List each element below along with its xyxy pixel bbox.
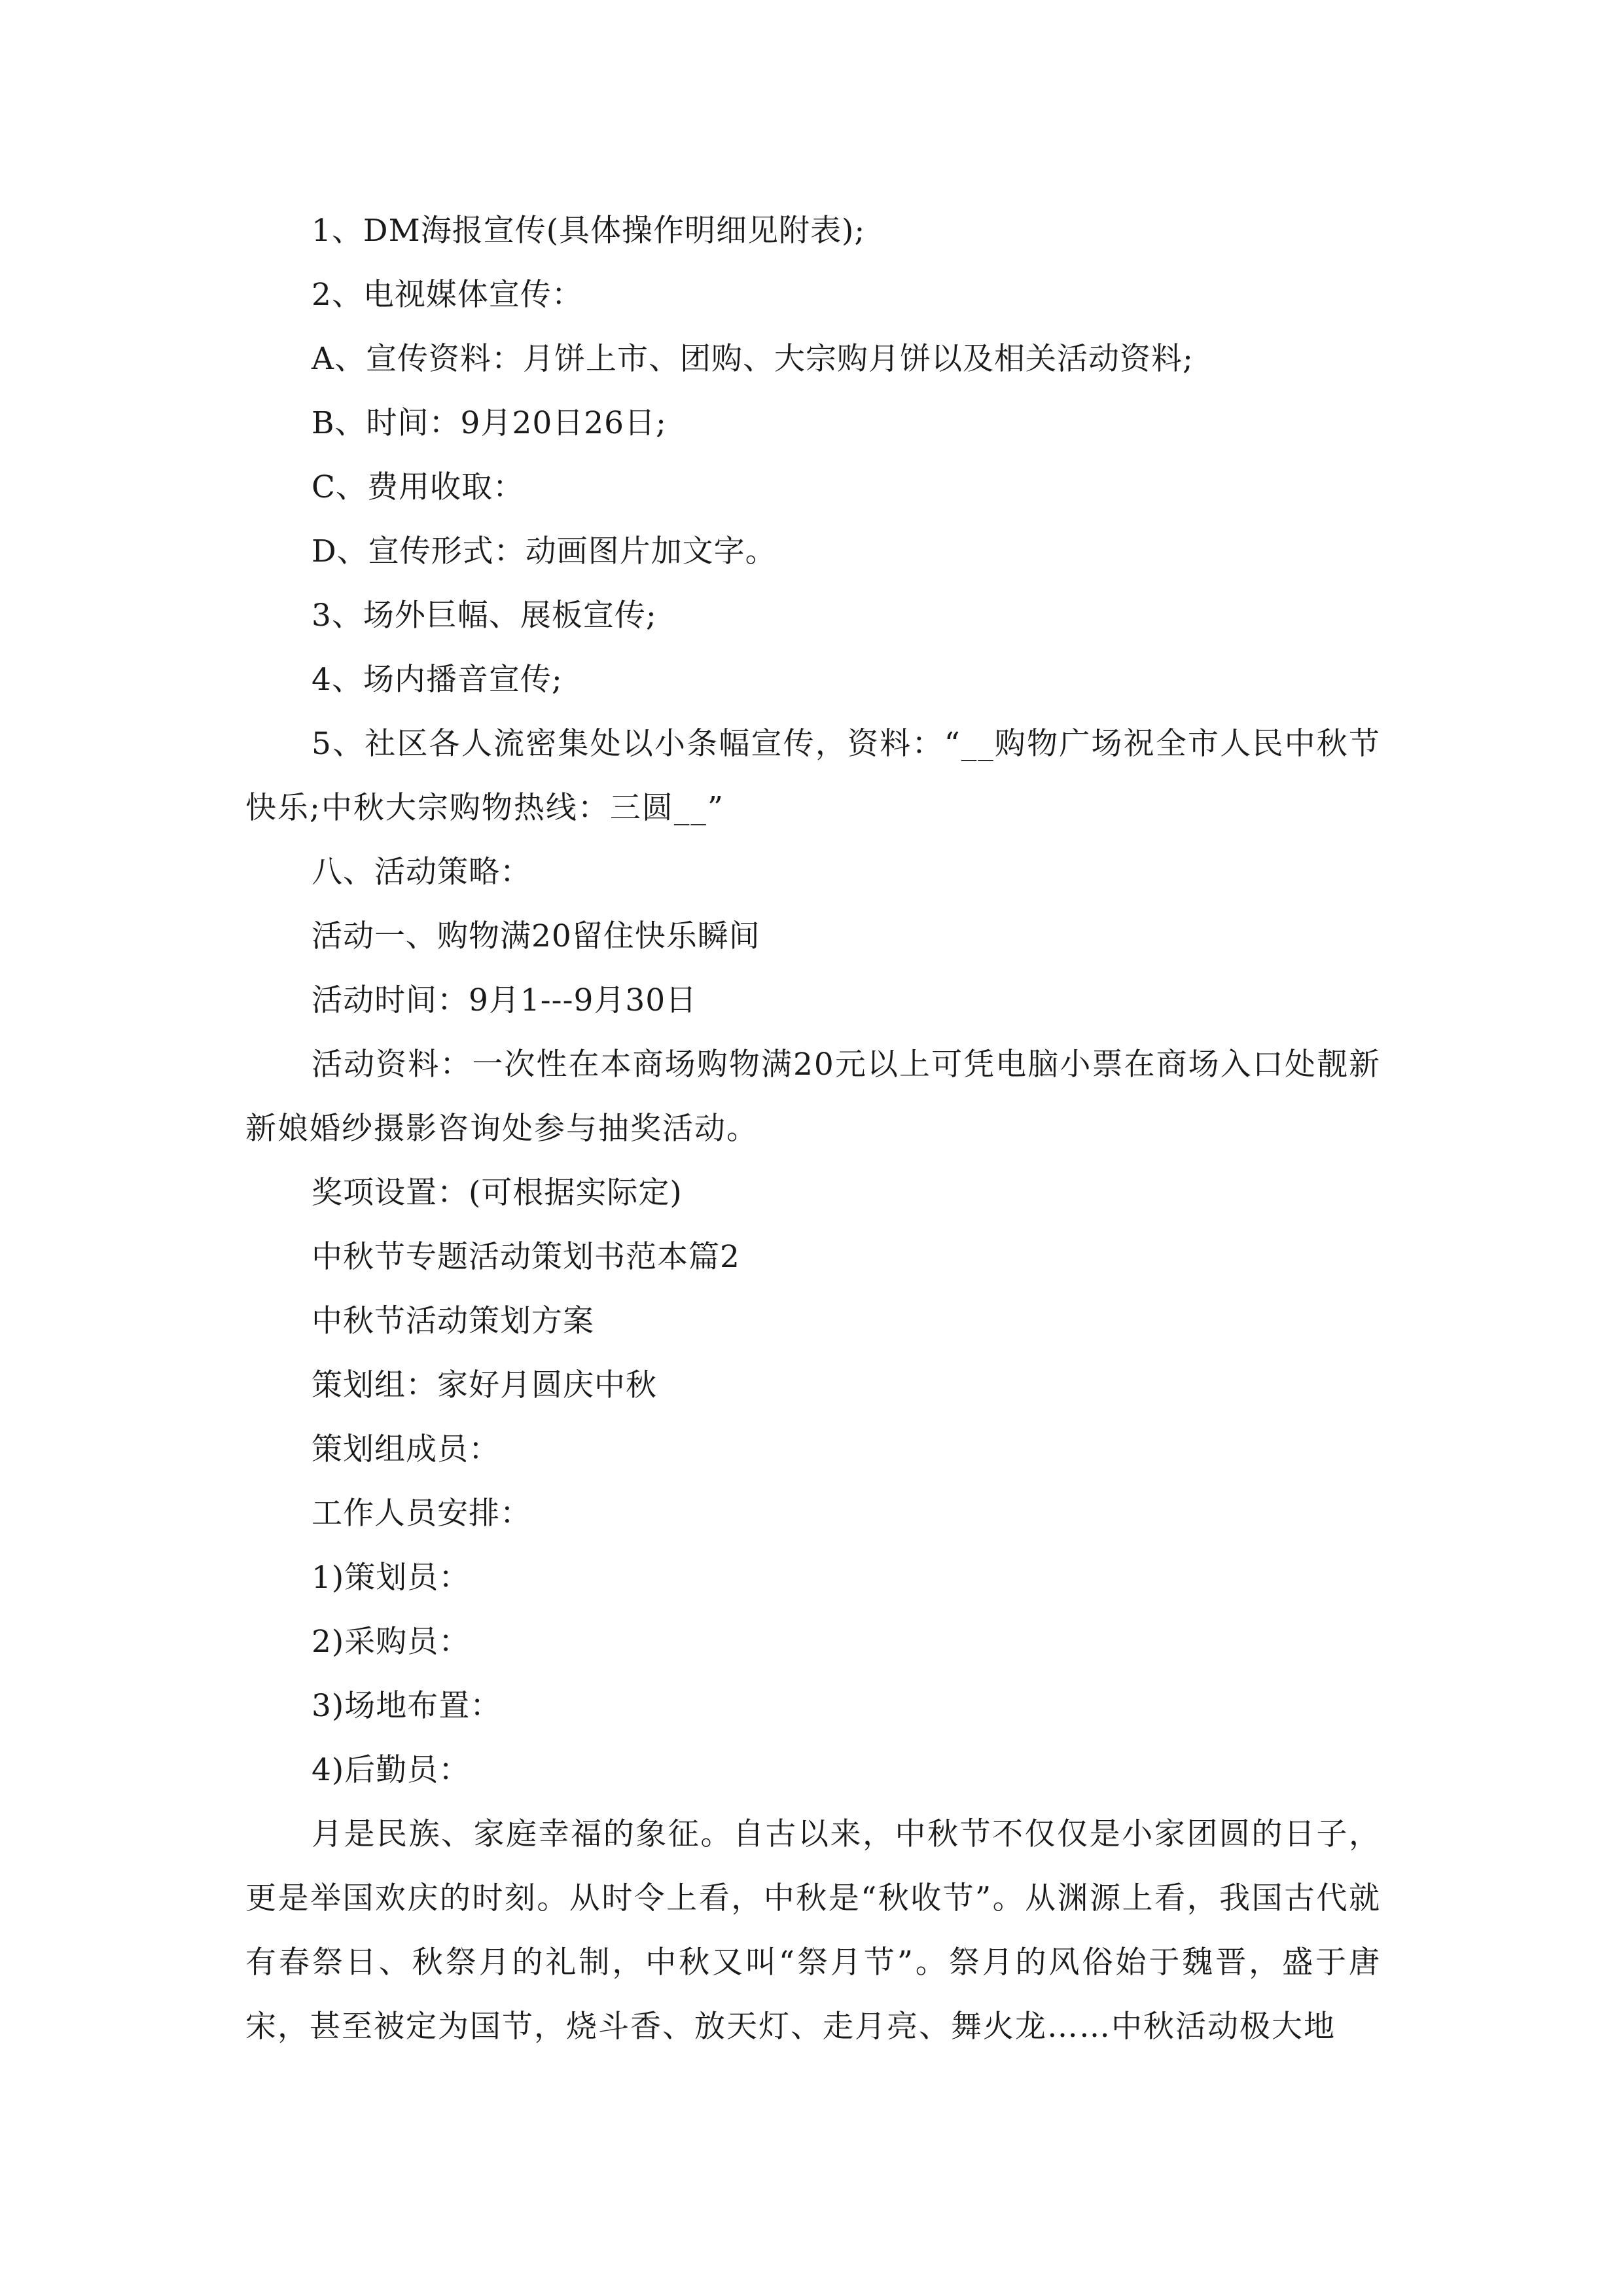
- document-body: [245, 199, 1381, 2059]
- paragraph-activity-details: 活动资料：一次性在本商场购物满20元以上可凭电脑小票在商场入口处靓新新娘婚纱摄影咨询处参与抽奖活动。: [245, 1047, 1381, 1147]
- list-item-time: B、时间：9月20日26日;: [312, 405, 667, 441]
- activity-title: 活动一、购物满20留住快乐瞬间: [312, 918, 760, 954]
- activity-time: 活动时间：9月1---9月30日: [312, 982, 698, 1018]
- list-item-tv-media: 2、电视媒体宣传：: [312, 277, 583, 313]
- list-item-dm-poster: 1、DM海报宣传(具体操作明细见附表);: [312, 213, 866, 249]
- list-item-promo-form: D、宣传形式：动画图片加文字。: [312, 533, 777, 569]
- staff-purchaser: 2)采购员：: [312, 1624, 471, 1660]
- staff-venue-setup: 3)场地布置：: [312, 1688, 502, 1724]
- paragraph-community-banners: 5、社区各人流密集处以小条幅宣传，资料：“__购物广场祝全市人民中秋节快乐;中秋大宗购物热线：三圆__”: [245, 726, 1381, 826]
- paragraph-moon-symbolism: 月是民族、家庭幸福的象征。自古以来，中秋节不仅仅是小家团圆的日子，更是举国欢庆的时刻。从时令上看，中秋是“秋收节”。从渊源上看，我国古代就有春祭日、秋祭月的礼制，中秋又叫“祭月节”。祭月的风俗始于魏晋，盛于唐宋，甚至被定为国节，烧斗香、放天灯、走月亮、舞火龙……中秋活动极大地: [245, 1816, 1381, 2045]
- list-item-broadcast: 4、场内播音宣传;: [312, 662, 563, 698]
- planning-group: 策划组：家好月圆庆中秋: [312, 1367, 657, 1403]
- list-item-promo-materials: A、宣传资料：月饼上市、团购、大宗购月饼以及相关活动资料;: [312, 341, 1194, 377]
- staff-arrangement: 工作人员安排：: [312, 1496, 531, 1532]
- section-heading-strategy: 八、活动策略：: [312, 854, 531, 890]
- list-item-outdoor-banner: 3、场外巨幅、展板宣传;: [312, 598, 657, 634]
- list-item-fees: C、费用收取：: [312, 469, 524, 505]
- plan-title: 中秋节活动策划方案: [312, 1303, 594, 1339]
- planning-group-members: 策划组成员：: [312, 1431, 500, 1467]
- prize-settings: 奖项设置：(可根据实际定): [312, 1175, 683, 1211]
- staff-logistics: 4)后勤员：: [312, 1752, 471, 1788]
- article-title: 中秋节专题活动策划书范本篇2: [312, 1239, 740, 1275]
- staff-planner: 1)策划员：: [312, 1560, 471, 1596]
